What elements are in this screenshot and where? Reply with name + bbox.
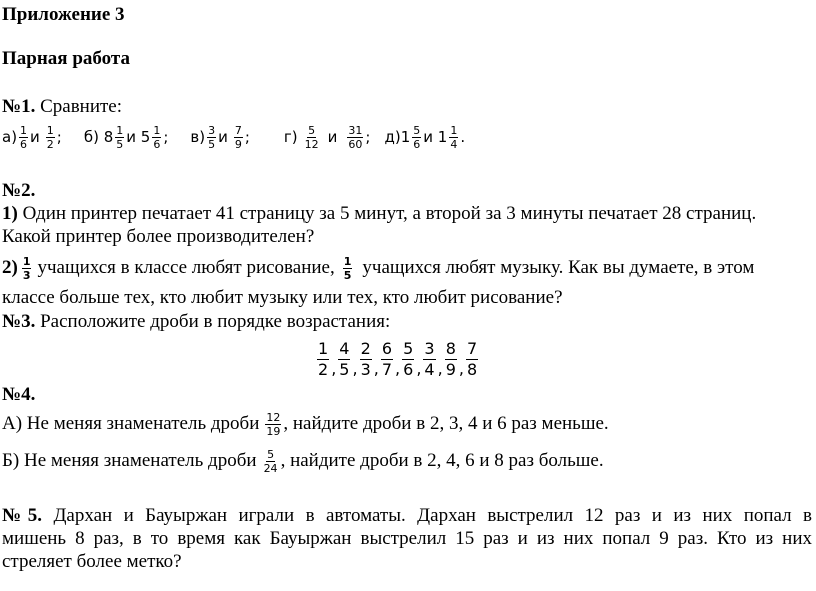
task1-d-fraction-1: $\frac{5}{6}$ <box>413 123 421 151</box>
task5-line-3: стреляет более метко? <box>2 551 182 572</box>
task3-fraction-list <box>315 334 480 384</box>
task2-p1-text-a: Один принтер печатает 41 страницу за 5 минут, а второй за 3 минуты печатает 28 страниц. <box>22 203 757 224</box>
task1-v-sep: ; <box>244 128 250 146</box>
task3-separator: , <box>458 359 464 378</box>
appendix-title: Приложение 3 <box>2 4 125 25</box>
task5-line-2: мишень 8 раз, в то время как Бауыржан выстрелил 15 раз и из них попал 9 раз. Кто из них <box>2 528 812 549</box>
task3-fraction: $\frac{2}{3}$ <box>360 338 371 379</box>
task1-a-label: а) <box>2 128 18 146</box>
task1-v-and: и <box>218 128 228 146</box>
task3-separator: , <box>331 359 337 378</box>
task1-a-and: и <box>30 128 40 146</box>
task4-number: №4. <box>2 384 36 405</box>
task2-p1-text-b: Какой принтер более производителен? <box>2 226 315 247</box>
task3-separator: , <box>395 359 401 378</box>
task1-a-sep: ; <box>56 128 62 146</box>
task1-a-fraction-1: $\frac{1}{6}$ <box>20 123 28 151</box>
task3-fraction: $\frac{5}{6}$ <box>403 338 414 379</box>
task4-b-text-b: , найдите дроби в 2, 4, 6 и 8 раз больше. <box>280 450 604 471</box>
task3-fraction: $\frac{7}{8}$ <box>466 338 478 379</box>
task3-separator: , <box>416 359 422 378</box>
section-title: Парная работа <box>2 48 130 69</box>
task4-a-text-a: А) Не меняя знаменатель дроби <box>2 413 260 434</box>
task2-p1-label: 1) <box>2 203 18 224</box>
task1-d-and: и 1 <box>423 128 448 146</box>
task2-number: №2. <box>2 180 36 201</box>
task4-a-fraction: $\frac{12}{19}$ <box>266 410 281 438</box>
task1-prompt: Сравните: <box>40 96 123 117</box>
task3-separator: , <box>437 359 443 378</box>
task1-g-label: г) <box>283 128 298 146</box>
task1-g-and: и <box>327 128 338 146</box>
task1-b-label: б) 8 <box>83 128 114 146</box>
task1-g-fraction-1: $\frac{5}{12}$ <box>304 123 319 151</box>
task2-p2-fraction-2: $\frac{1}{5}$ <box>343 254 352 282</box>
task2-p2-label: 2) <box>2 257 18 278</box>
task2-p2-line-a <box>2 249 754 287</box>
task3-fraction: $\frac{8}{9}$ <box>445 338 456 379</box>
task3-fraction: $\frac{3}{4}$ <box>424 338 435 379</box>
task3-header <box>2 311 390 333</box>
task4-b-line <box>2 441 604 481</box>
task3-separator: , <box>352 359 358 378</box>
task4-b-fraction: $\frac{5}{24}$ <box>263 447 278 475</box>
task1-d-label: д)1 <box>384 128 411 146</box>
task1-b-sep: ; <box>163 128 169 146</box>
task3-fraction: $\frac{1}{2}$ <box>318 338 329 379</box>
task2-p2-text-c: классе больше тех, кто любит музыку или тех, кто любит рисование? <box>2 287 563 308</box>
task1-header <box>2 96 122 118</box>
task4-b-text-a: Б) Не меняя знаменатель дроби <box>2 450 257 471</box>
task1-b-fraction-1: $\frac{1}{5}$ <box>116 123 124 151</box>
task5-line-1: Дархан и Бауыржан играли в автоматы. Дархан выстрелил 12 раз и из них попал в <box>53 505 813 526</box>
task1-v-fraction-1: $\frac{3}{5}$ <box>208 123 216 151</box>
task2-p1-line-a <box>2 203 814 225</box>
task3-fraction: $\frac{6}{7}$ <box>381 338 393 379</box>
task3-separator: , <box>373 359 379 378</box>
task1-v-label: в) <box>190 128 206 146</box>
task1-b-and: и 5 <box>126 128 151 146</box>
task5-number: №5. <box>2 505 43 526</box>
task4-a-text-b: , найдите дроби в 2, 3, 4 и 6 раз меньше. <box>283 413 609 434</box>
task1-b-fraction-2: $\frac{1}{6}$ <box>153 123 161 151</box>
task1-d-fraction-2: $\frac{1}{4}$ <box>450 123 458 151</box>
task3-prompt: Расположите дроби в порядке возрастания: <box>40 311 391 332</box>
task3-fraction: $\frac{4}{5}$ <box>339 338 350 379</box>
task2-p2-text-a: учащихся в классе любят рисование, <box>37 257 335 278</box>
task5-paragraph <box>2 504 812 573</box>
task1-items <box>2 118 465 156</box>
task2-p2-fraction-1: $\frac{1}{3}$ <box>22 254 31 282</box>
task1-d-sep: . <box>460 128 466 146</box>
task1-v-fraction-2: $\frac{7}{9}$ <box>234 123 242 151</box>
task1-g-fraction-2: $\frac{31}{60}$ <box>348 123 363 151</box>
task1-a-fraction-2: $\frac{1}{2}$ <box>46 123 54 151</box>
task1-g-sep: ; <box>365 128 371 146</box>
task2-p2-text-b: учащихся любят музыку. Как вы думаете, в этом <box>362 257 755 278</box>
task3-number: №3. <box>2 311 36 332</box>
task1-number: №1. <box>2 96 36 117</box>
task4-a-line <box>2 404 609 444</box>
